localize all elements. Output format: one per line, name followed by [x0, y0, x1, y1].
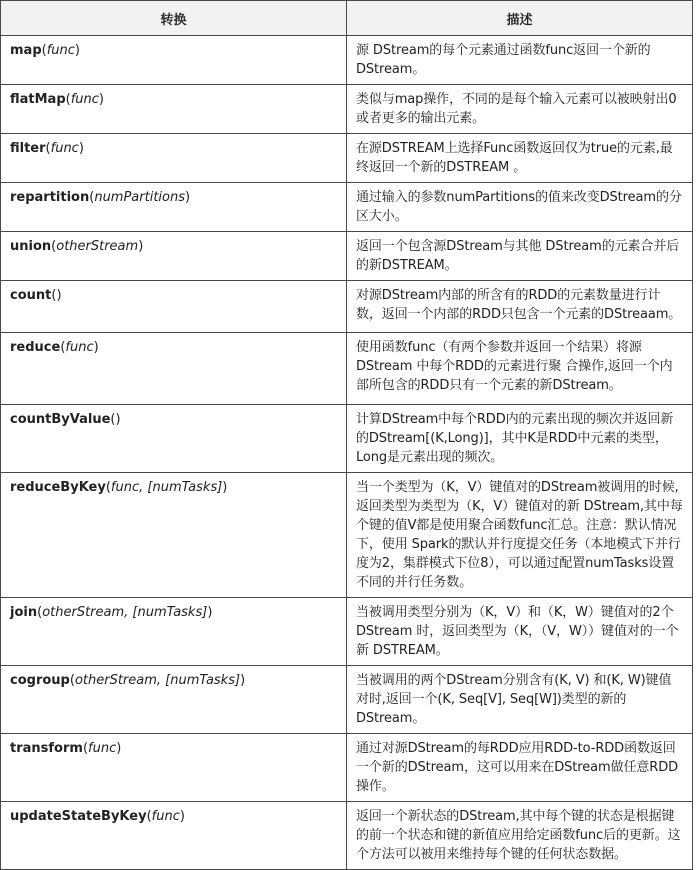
description-cell: 返回一个包含源DStream与其他 DStream的元素合并后的新DSTREAM。 [347, 232, 693, 281]
operation-args: func, [numTasks] [110, 480, 223, 495]
operation-name: flatMap [10, 92, 66, 107]
description-cell: 使用函数func（有两个参数并返回一个结果）将源DStream 中每个RDD的元素进行聚 合操作,返回一个内部所包含的RDD只有一个元素的新DStream。 [347, 333, 693, 405]
operation-name: reduceByKey [10, 480, 106, 495]
operation-cell [1, 281, 347, 333]
operation-name: repartition [10, 190, 90, 205]
paren-open: ( [110, 412, 116, 427]
paren-close: ) [78, 141, 84, 156]
description-cell: 类似与map操作，不同的是每个输入元素可以被映射出0或者更多的输出元素。 [347, 85, 693, 134]
description-cell: 当一个类型为（K，V）键值对的DStream被调用的时候,返回类型为类型为（K，V）键值对的新 DStream,其中每个键的值V都是使用聚合函数func汇总。注意：默认情况下，使用 Spark的默认并行度提交任务（本地模式下并行度为2，集群模式下位8），可以通过配置numTasks设置不同的并行任务数。 [347, 473, 693, 598]
table-row [1, 281, 693, 333]
table-row [1, 802, 693, 870]
description-cell: 通过对源DStream的每RDD应用RDD-to-RDD函数返回一个新的DStream，这可以用来在DStream做任意RDD操作。 [347, 734, 693, 802]
table-row [1, 134, 693, 183]
paren-open: ( [45, 141, 51, 156]
paren-close: ) [222, 480, 228, 495]
operation-cell [1, 85, 347, 134]
table-row [1, 333, 693, 405]
operation-name: updateStateByKey [10, 809, 147, 824]
paren-close: ) [207, 605, 213, 620]
operation-cell [1, 183, 347, 232]
paren-close: ) [93, 340, 99, 355]
paren-open: ( [51, 288, 57, 303]
paren-open: ( [65, 92, 71, 107]
paren-open: ( [69, 673, 75, 688]
table-row [1, 473, 693, 598]
table-row [1, 183, 693, 232]
paren-close: ) [74, 43, 80, 58]
operation-name: join [10, 605, 38, 620]
paren-open: ( [37, 605, 43, 620]
operation-name: filter [10, 141, 46, 156]
description-cell: 在源DSTREAM上选择Func函数返回仅为true的元素,最终返回一个新的DSTREAM 。 [347, 134, 693, 183]
operation-name: cogroup [10, 673, 70, 688]
description-cell: 返回一个新状态的DStream,其中每个键的状态是根据键的前一个状态和键的新值应用给定函数func后的更新。这个方法可以被用来维持每个键的任何状态数据。 [347, 802, 693, 870]
operation-name: countByValue [10, 412, 111, 427]
description-cell: 源 DStream的每个元素通过函数func返回一个新的DStream。 [347, 36, 693, 85]
paren-open: ( [105, 480, 111, 495]
operation-cell [1, 333, 347, 405]
paren-close: ) [179, 809, 185, 824]
operation-args: func [70, 92, 99, 107]
operation-name: count [10, 288, 52, 303]
table-row [1, 85, 693, 134]
description-cell: 当被调用类型分别为（K，V）和（K，W）键值对的2个DStream 时，返回类型为（K，（V，W））键值对的一个新 DSTREAM。 [347, 598, 693, 666]
description-cell: 当被调用的两个DStream分别含有(K, V) 和(K, W)键值对时,返回一个(K, Seq[V], Seq[W])类型的新的DStream。 [347, 666, 693, 734]
operation-name: union [10, 239, 52, 254]
operation-cell [1, 666, 347, 734]
table-row [1, 734, 693, 802]
operation-args: otherStream [56, 239, 139, 254]
header-description: 描述 [347, 1, 693, 36]
table-body [1, 36, 693, 870]
operation-name: transform [10, 741, 83, 756]
header-transform: 转换 [1, 1, 347, 36]
paren-close: ) [185, 190, 191, 205]
operation-cell [1, 232, 347, 281]
paren-close: ) [116, 741, 122, 756]
paren-open: ( [82, 741, 89, 756]
paren-open: ( [51, 239, 57, 254]
operation-args: func [46, 43, 75, 58]
paren-close: ) [56, 288, 62, 303]
header-row [1, 1, 693, 36]
operation-args: func [50, 141, 79, 156]
paren-close: ) [240, 673, 246, 688]
operation-cell [1, 802, 347, 870]
operation-name: map [10, 43, 42, 58]
table-row [1, 232, 693, 281]
table-row [1, 598, 693, 666]
operation-args: func [151, 809, 180, 824]
operation-cell [1, 36, 347, 85]
paren-close: ) [115, 412, 121, 427]
operation-cell [1, 134, 347, 183]
operation-args: func [88, 741, 117, 756]
table-row [1, 36, 693, 85]
operation-cell [1, 405, 347, 473]
paren-open: ( [89, 190, 95, 205]
description-cell: 通过输入的参数numPartitions的值来改变DStream的分区大小。 [347, 183, 693, 232]
operation-cell [1, 598, 347, 666]
paren-close: ) [138, 239, 144, 254]
paren-open: ( [146, 809, 152, 824]
operation-cell [1, 473, 347, 598]
description-cell: 对源DStream内部的所含有的RDD的元素数量进行计数，返回一个内部的RDD只包含一个元素的DStreaam。 [347, 281, 693, 333]
operation-args: otherStream, [numTasks] [74, 673, 241, 688]
table-row [1, 405, 693, 473]
paren-close: ) [98, 92, 104, 107]
operation-cell [1, 734, 347, 802]
operation-args: otherStream, [numTasks] [42, 605, 208, 620]
description-cell: 计算DStream中每个RDD内的元素出现的频次并返回新的DStream[(K,Long)]，其中K是RDD中元素的类型，Long是元素出现的频次。 [347, 405, 693, 473]
paren-open: ( [41, 43, 47, 58]
operation-args: func [65, 340, 94, 355]
table-row [1, 666, 693, 734]
operation-args: numPartitions [94, 190, 186, 205]
paren-open: ( [60, 340, 66, 355]
operation-name: reduce [10, 340, 61, 355]
